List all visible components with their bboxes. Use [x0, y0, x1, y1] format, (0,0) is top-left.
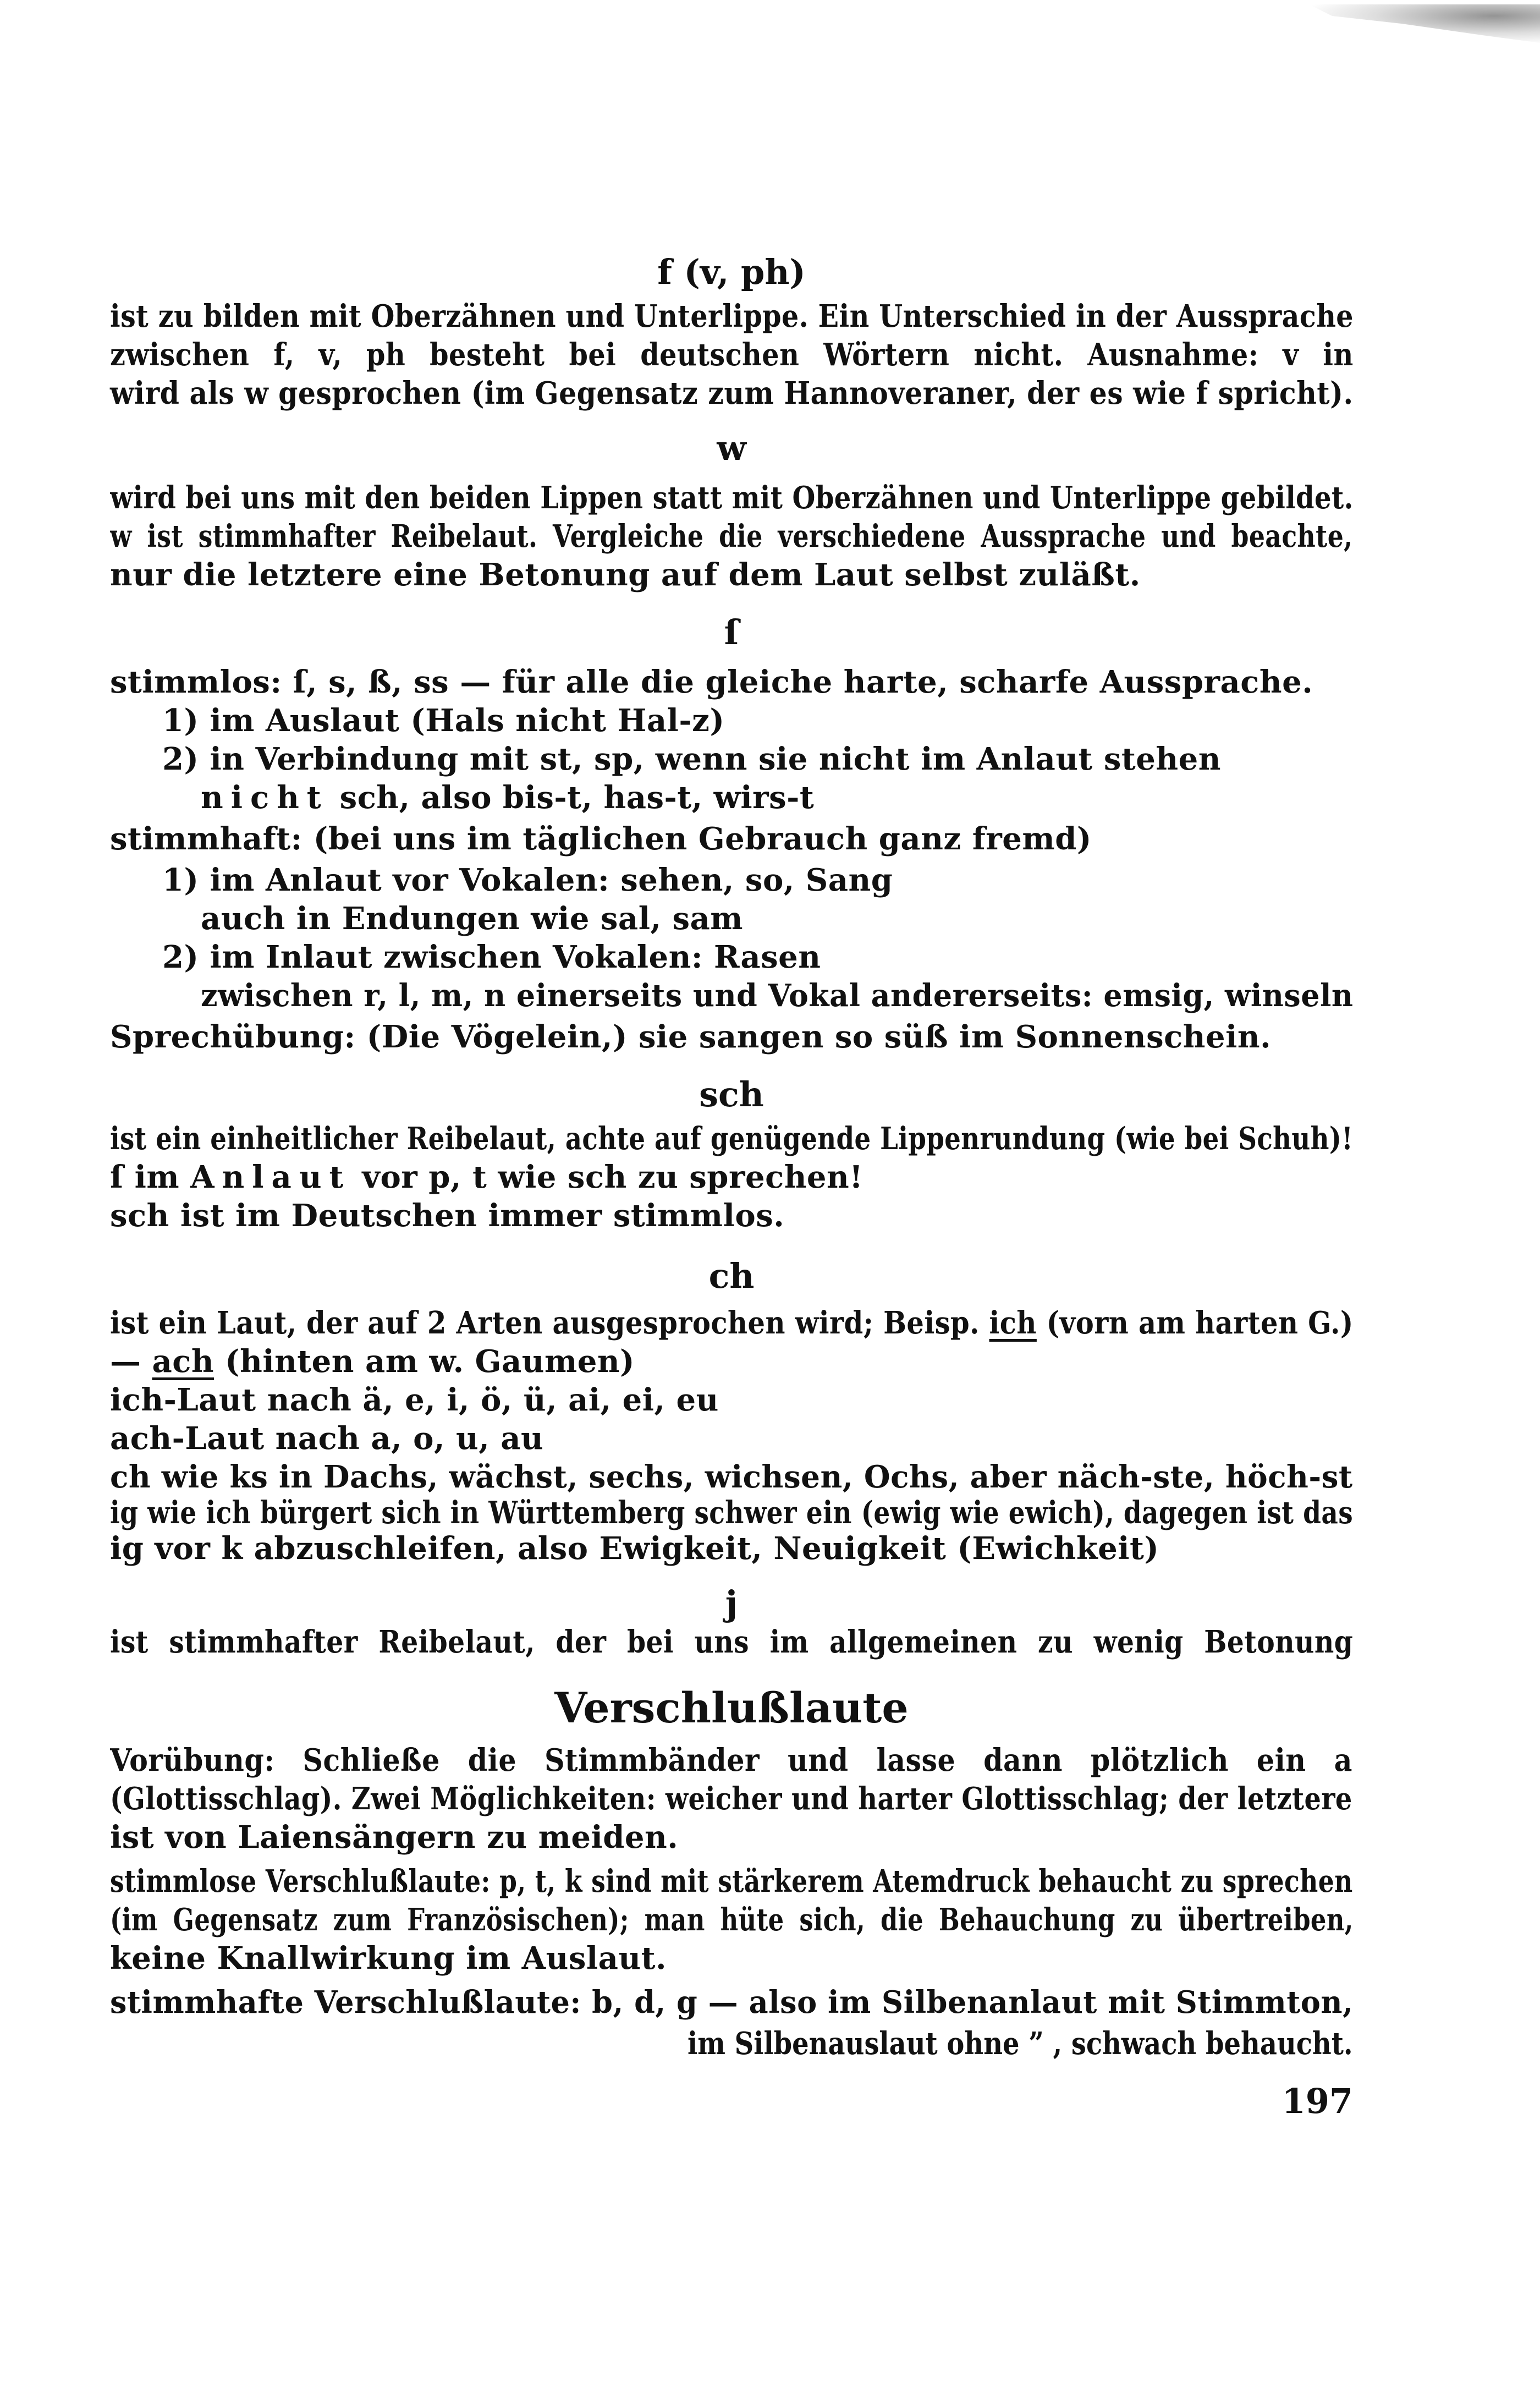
text-line: stimmlos: ſ, s, ß, ss — für alle die gleiche harte, scharfe Aussprache. — [110, 664, 1313, 700]
text-line — [110, 1342, 635, 1381]
text-line: ig wie ich bürgert sich in Württemberg schwer ein (ewig wie ewich), dagegen ist das — [110, 1495, 1354, 1531]
text-fragment: (hinten am w. Gaumen) — [214, 1343, 635, 1380]
text-line — [110, 1158, 863, 1196]
list-item-note: zwischen r, l, m, n einerseits und Vokal andererseits: emsig, winseln — [201, 978, 1354, 1014]
list-item-note — [201, 778, 814, 817]
list-item: 2) in Verbindung mit st, sp, wenn sie nicht im Anlaut stehen — [162, 741, 1221, 777]
text-line: (im Gegensatz zum Französischen); man hüte sich, die Behauchung zu übertreiben, — [110, 1902, 1354, 1938]
text-fragment: vor p, t wie sch zu sprechen! — [351, 1159, 864, 1195]
section-heading-sch: sch — [699, 1074, 764, 1115]
text-fragment: ſ im — [110, 1159, 191, 1195]
list-item: 1) im Anlaut vor Vokalen: sehen, so, Sang — [162, 862, 893, 898]
list-item: 1) im Auslaut (Hals nicht Hal-z) — [162, 702, 725, 739]
section-heading-f: f (v, ph) — [657, 252, 806, 292]
section-heading-ch: ch — [708, 1256, 755, 1296]
text-line: ich-Laut nach ä, e, i, ö, ü, ai, ei, eu — [110, 1382, 719, 1418]
underlined-example: ich — [989, 1305, 1037, 1341]
emphasis-spaced: nicht — [201, 779, 329, 816]
text-fragment: ist ein Laut, der auf 2 Arten ausgesprochen wird; Beisp. — [110, 1305, 989, 1341]
list-item-note: auch in Endungen wie sal, sam — [201, 901, 744, 937]
text-line: ist von Laiensängern zu meiden. — [110, 1819, 679, 1855]
section-heading-j: j — [725, 1583, 738, 1623]
exercise-line: Sprechübung: (Die Vögelein,) sie sangen so süß im Sonnenschein. — [110, 1019, 1272, 1055]
text-line: ch wie ks in Dachs, wächst, sechs, wichsen, Ochs, aber näch-ste, höch-st — [110, 1459, 1353, 1495]
text-line: nur die letztere eine Betonung auf dem Laut selbst zuläßt. — [110, 557, 1141, 593]
text-line — [110, 1304, 1354, 1342]
page-number: 197 — [1282, 2081, 1353, 2121]
text-line: stimmlose Verschlußlaute: p, t, k sind mit stärkerem Atemdruck behaucht zu sprechen — [110, 1863, 1353, 1900]
text-line: zwischen f, v, ph besteht bei deutschen Wörtern nicht. Ausnahme: v in — [110, 337, 1354, 373]
section-heading-w: w — [717, 428, 746, 468]
text-line: ach-Laut nach a, o, u, au — [110, 1420, 544, 1457]
text-line: Vorübung: Schließe die Stimmbänder und lasse dann plötzlich ein a — [110, 1742, 1352, 1778]
text-line: stimmhaft: (bei uns im täglichen Gebrauch ganz fremd) — [110, 821, 1092, 857]
text-line: ig vor k abzuschleifen, also Ewigkeit, Neuigkeit (Ewichkeit) — [110, 1530, 1159, 1567]
text-line: stimmhafte Verschlußlaute: b, d, g — also im Silbenanlaut mit Stimmton, — [110, 1984, 1354, 2021]
list-item: 2) im Inlaut zwischen Vokalen: Rasen — [162, 939, 821, 975]
emphasis-spaced: Anlaut — [190, 1159, 351, 1195]
text-fragment: (vorn am harten G.) — [1036, 1305, 1354, 1341]
text-line: sch ist im Deutschen immer stimmlos. — [110, 1198, 785, 1234]
text-line: ist zu bilden mit Oberzähnen und Unterlippe. Ein Unterschied in der Aussprache — [110, 298, 1354, 334]
scan-edge-artifact — [1309, 4, 1540, 43]
text-line: ist ein einheitlicher Reibelaut, achte auf genügende Lippenrundung (wie bei Schuh)! — [110, 1121, 1354, 1157]
text-fragment: — — [110, 1343, 152, 1380]
text-line-continuation: im Silbenauslaut ohne ” , schwach behaucht. — [688, 2025, 1353, 2062]
text-line: keine Knallwirkung im Auslaut. — [110, 1940, 667, 1977]
section-heading-verschlusslaute: Verschlußlaute — [554, 1683, 909, 1732]
underlined-example: ach — [152, 1343, 215, 1380]
section-heading-long-s: ſ — [724, 612, 739, 652]
note-text: sch, also bis-t, has-t, wirs-t — [328, 779, 815, 816]
text-line: wird als w gesprochen (im Gegensatz zum Hannoveraner, der es wie f spricht). — [110, 375, 1354, 411]
text-line: w ist stimmhafter Reibelaut. Vergleiche die verschiedene Aussprache und beachte, — [110, 518, 1353, 555]
text-line: wird bei uns mit den beiden Lippen statt mit Oberzähnen und Unterlippe gebildet. — [110, 480, 1354, 516]
text-line: ist stimmhafter Reibelaut, der bei uns im allgemeinen zu wenig Betonung — [110, 1624, 1354, 1660]
text-line: (Glottisschlag). Zwei Möglichkeiten: weicher und harter Glottisschlag; der letztere — [110, 1781, 1352, 1817]
